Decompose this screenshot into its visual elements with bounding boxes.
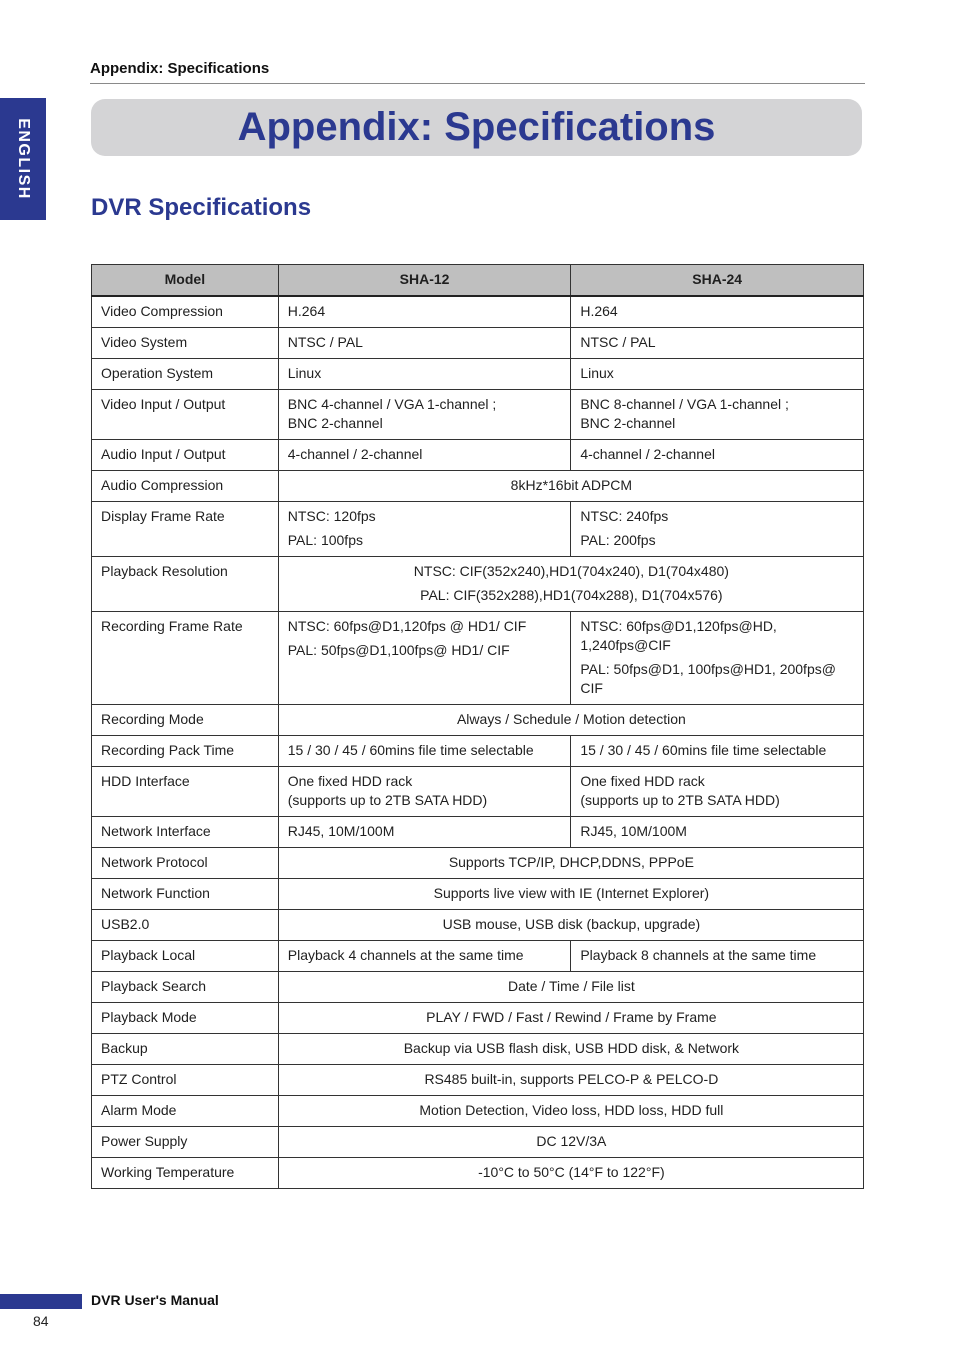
table-row (92, 736, 864, 767)
cell-line: (supports up to 2TB SATA HDD) (287, 792, 488, 808)
row-label: Audio Compression (92, 471, 279, 502)
sha-12-value-cell (278, 502, 571, 557)
page-number: 84 (33, 1313, 49, 1329)
table-row (92, 359, 864, 390)
language-side-tab (0, 98, 46, 220)
shared-value-cell (278, 557, 863, 612)
cell-line: PAL: 50fps@D1, 100fps@HD1, 200fps@ (580, 661, 836, 677)
sha-24-value-cell: 4-channel / 2-channel (571, 440, 864, 471)
cell-line: NTSC: 60fps@D1,120fps@HD, (580, 618, 777, 634)
sha-12-value-cell (278, 767, 571, 817)
shared-value-cell: PLAY / FWD / Fast / Rewind / Frame by Frame (278, 1003, 863, 1034)
shared-value-cell: Date / Time / File list (278, 972, 863, 1003)
table-row (92, 1127, 864, 1158)
table-row (92, 1003, 864, 1034)
column-header-model: Model (92, 265, 279, 297)
row-label: Video System (92, 328, 279, 359)
cell-line: PAL: 200fps (580, 532, 656, 548)
row-label: Alarm Mode (92, 1096, 279, 1127)
shared-value-cell: USB mouse, USB disk (backup, upgrade) (278, 910, 863, 941)
row-label: Network Interface (92, 817, 279, 848)
table-row (92, 1065, 864, 1096)
shared-value-cell: -10°C to 50°C (14°F to 122°F) (278, 1158, 863, 1189)
table-row (92, 705, 864, 736)
section-title: DVR Specifications (91, 194, 312, 221)
column-header-sha-24: SHA-24 (571, 265, 864, 297)
row-label: Recording Frame Rate (92, 612, 279, 705)
cell-line: CIF (580, 680, 603, 696)
sha-24-value-cell: RJ45, 10M/100M (571, 817, 864, 848)
row-label: Playback Local (92, 941, 279, 972)
row-label: PTZ Control (92, 1065, 279, 1096)
sha-12-value-cell (278, 612, 571, 705)
table-row (92, 328, 864, 359)
table-row (92, 612, 864, 705)
table-row (92, 557, 864, 612)
cell-line: PAL: CIF(352x288),HD1(704x288), D1(704x576) (420, 587, 723, 603)
sha-24-value-cell (571, 612, 864, 705)
sha-24-value-cell (571, 767, 864, 817)
cell-line: One fixed HDD rack (580, 773, 705, 789)
column-header-sha-12: SHA-12 (278, 265, 571, 297)
table-row (92, 817, 864, 848)
footer-accent-bar (0, 1294, 82, 1309)
table-row (92, 1034, 864, 1065)
row-label: Network Protocol (92, 848, 279, 879)
row-label: Power Supply (92, 1127, 279, 1158)
table-row (92, 1158, 864, 1189)
table-row (92, 296, 864, 328)
row-label: Video Compression (92, 296, 279, 328)
specifications-table (91, 264, 864, 1189)
shared-value-cell: Backup via USB flash disk, USB HDD disk, & Network (278, 1034, 863, 1065)
header-divider (90, 83, 865, 84)
table-row (92, 390, 864, 440)
row-label: Audio Input / Output (92, 440, 279, 471)
sha-12-value-cell: 4-channel / 2-channel (278, 440, 571, 471)
row-label: Backup (92, 1034, 279, 1065)
row-label: Working Temperature (92, 1158, 279, 1189)
sha-12-value-cell: Playback 4 channels at the same time (278, 941, 571, 972)
shared-value-cell: Supports live view with IE (Internet Explorer) (278, 879, 863, 910)
shared-value-cell: RS485 built-in, supports PELCO-P & PELCO-D (278, 1065, 863, 1096)
shared-value-cell: Supports TCP/IP, DHCP,DDNS, PPPoE (278, 848, 863, 879)
table-row (92, 910, 864, 941)
row-label: Video Input / Output (92, 390, 279, 440)
row-label: Playback Resolution (92, 557, 279, 612)
row-label: Operation System (92, 359, 279, 390)
language-side-tab-label: ENGLISH (15, 118, 32, 200)
row-label: Recording Pack Time (92, 736, 279, 767)
shared-value-cell: DC 12V/3A (278, 1127, 863, 1158)
cell-line: PAL: 50fps@D1,100fps@ HD1/ CIF (287, 642, 510, 658)
row-label: Playback Mode (92, 1003, 279, 1034)
cell-line: NTSC: 240fps (580, 508, 669, 524)
sha-12-value-cell: RJ45, 10M/100M (278, 817, 571, 848)
table-row (92, 471, 864, 502)
cell-line: NTSC: CIF(352x240),HD1(704x240), D1(704x480) (413, 563, 729, 579)
cell-line: PAL: 100fps (287, 532, 363, 548)
sha-12-value-cell: 15 / 30 / 45 / 60mins file time selectable (278, 736, 571, 767)
sha-24-value-cell: Linux (571, 359, 864, 390)
table-row (92, 502, 864, 557)
sha-12-value-cell: NTSC / PAL (278, 328, 571, 359)
sha-24-value-cell: H.264 (571, 296, 864, 328)
title-banner (91, 99, 862, 156)
running-header-title: Appendix: Specifications (90, 60, 270, 77)
sha-12-value-cell (278, 390, 571, 440)
row-label: Network Function (92, 879, 279, 910)
cell-line: BNC 2-channel (287, 415, 383, 431)
sha-12-value-cell: H.264 (278, 296, 571, 328)
row-label: Display Frame Rate (92, 502, 279, 557)
shared-value-cell: 8kHz*16bit ADPCM (278, 471, 863, 502)
cell-line: One fixed HDD rack (287, 773, 413, 789)
cell-line: BNC 4-channel / VGA 1-channel ; (287, 396, 497, 412)
table-row (92, 941, 864, 972)
table-row (92, 440, 864, 471)
cell-line: NTSC: 60fps@D1,120fps @ HD1/ CIF (287, 618, 527, 634)
cell-line: BNC 2-channel (580, 415, 676, 431)
cell-line: 1,240fps@CIF (580, 637, 671, 653)
cell-line: (supports up to 2TB SATA HDD) (580, 792, 780, 808)
table-row (92, 1096, 864, 1127)
table-row (92, 972, 864, 1003)
table-header-row (92, 265, 864, 297)
row-label: Recording Mode (92, 705, 279, 736)
cell-line: NTSC: 120fps (287, 508, 376, 524)
row-label: HDD Interface (92, 767, 279, 817)
table-row (92, 879, 864, 910)
cell-line: BNC 8-channel / VGA 1-channel ; (580, 396, 789, 412)
table-row (92, 767, 864, 817)
table-row (92, 848, 864, 879)
sha-24-value-cell: NTSC / PAL (571, 328, 864, 359)
sha-24-value-cell (571, 390, 864, 440)
shared-value-cell: Always / Schedule / Motion detection (278, 705, 863, 736)
sha-24-value-cell: 15 / 30 / 45 / 60mins file time selectable (571, 736, 864, 767)
row-label: USB2.0 (92, 910, 279, 941)
row-label: Playback Search (92, 972, 279, 1003)
shared-value-cell: Motion Detection, Video loss, HDD loss, HDD full (278, 1096, 863, 1127)
sha-24-value-cell (571, 502, 864, 557)
page-title: Appendix: Specifications (237, 105, 716, 149)
footer-manual-title: DVR User's Manual (91, 1292, 219, 1308)
sha-24-value-cell: Playback 8 channels at the same time (571, 941, 864, 972)
sha-12-value-cell: Linux (278, 359, 571, 390)
